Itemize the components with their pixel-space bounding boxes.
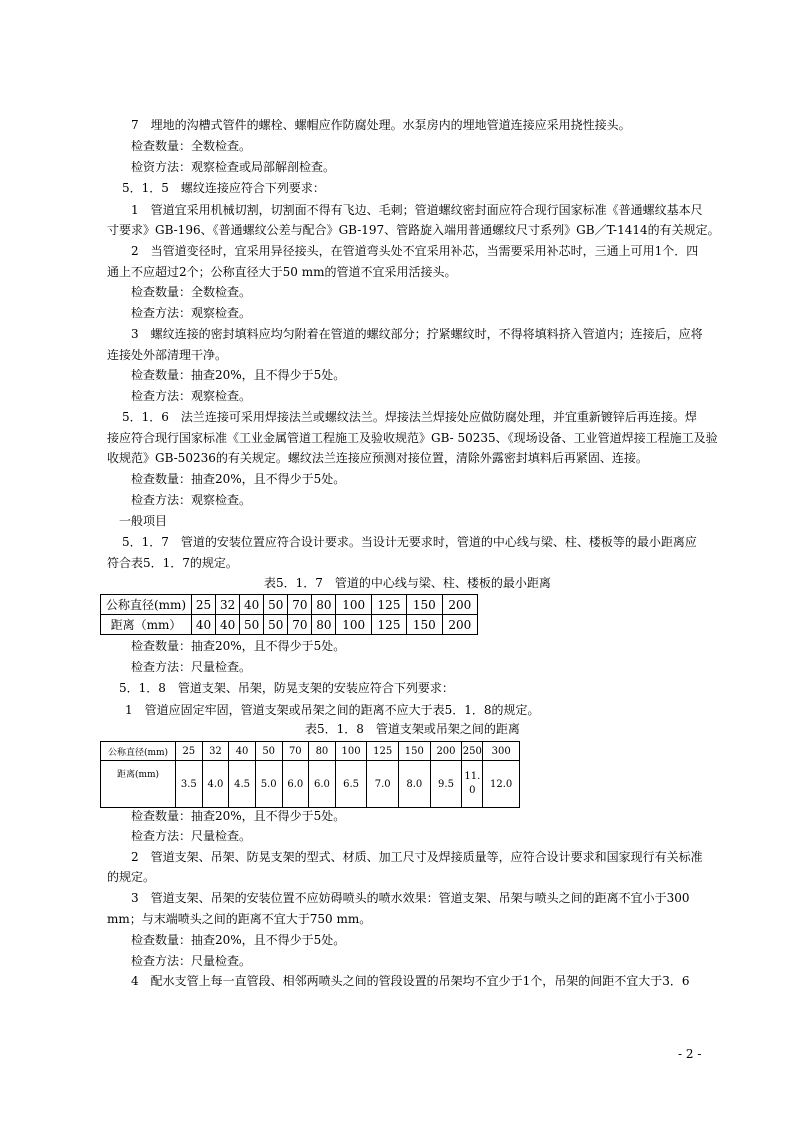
text-line: 连接处外部清理干净。: [107, 348, 228, 362]
table-cell: 11.0: [462, 761, 483, 808]
section-heading: 5．1．6 法兰连接可采用焊接法兰或螺纹法兰。焊接法兰焊接处应做防腐处理，并宜重新镀锌后再连接。焊: [122, 410, 697, 424]
table-cell: 3.5: [176, 761, 203, 808]
text-line: 7 埋地的沟槽式管件的螺栓、螺帽应作防腐处理。水泵房内的埋地管道连接应采用挠性接头。: [131, 118, 631, 132]
text-line: 检查数量：抽查20%，且不得少于5处。: [131, 368, 346, 382]
text-line: 检查数量：全数检查。: [131, 139, 252, 153]
table-cell: 300: [483, 742, 520, 761]
text-line: 检查数量：抽查20%，且不得少于5处。: [131, 809, 346, 823]
section-heading: 5．1．8 管道支架、吊架，防晃支架的安装应符合下列要求：: [119, 681, 454, 695]
table-cell: 12.0: [483, 761, 520, 808]
text-line: 检查数量：抽查20%，且不得少于5处。: [131, 639, 346, 653]
table-cell: 40: [192, 615, 216, 635]
table-cell: 250: [462, 742, 483, 761]
text-line: 3 螺纹连接的密封填料应均匀附着在管道的螺纹部分；拧紧螺纹时，不得将填料挤入管道内；连接后，应将: [131, 327, 703, 341]
table-cell: 80: [312, 615, 336, 635]
text-line: 检查方法：尺量检查。: [131, 954, 252, 968]
table-cell: 80: [312, 595, 336, 615]
support-spacing-table: [100, 741, 520, 808]
table-cell: 6.5: [335, 761, 367, 808]
text-line: 2 当管道变径时，宜采用异径接头，在管道弯头处不宜采用补芯，当需要采用补芯时，三通上可用1个．四: [131, 244, 699, 258]
table-header-cell: 公称直径(mm): [101, 595, 192, 615]
table-cell: 125: [371, 615, 406, 635]
table-cell: 150: [407, 595, 442, 615]
text-line: 2 管道支架、吊架、防晃支架的型式、材质、加工尺寸及焊接质量等，应符合设计要求和国家现行有关标准: [131, 850, 703, 864]
section-heading: 5．1．7 管道的安装位置应符合设计要求。当设计无要求时，管道的中心线与梁、柱、楼板等的最小距离应: [122, 535, 697, 549]
text-line: 检查方法：观察检查。: [131, 493, 252, 507]
table-cell: 7.0: [367, 761, 399, 808]
table-cell: 25: [176, 742, 203, 761]
table-cell: 70: [288, 615, 312, 635]
table-cell: 6.0: [309, 761, 336, 808]
text-line: 接应符合现行国家标准《工业金属管道工程施工及验收规范》GB- 50235、《现场设备、工业管道焊接工程施工及验: [107, 431, 718, 445]
table-cell: 70: [282, 742, 309, 761]
text-line: 检查方法：观察检查。: [131, 306, 252, 320]
table-cell: 4.5: [229, 761, 256, 808]
table-cell: 40: [216, 615, 240, 635]
table-caption: 表5．1．8 管道支架或吊架之间的距离: [305, 722, 520, 736]
table-cell: 50: [264, 595, 288, 615]
table-header-cell: 公称直径(mm): [101, 742, 176, 761]
text-line: 1 管道应固定牢固，管道支架或吊架之间的距离不应大于表5．1．8的规定。: [125, 703, 540, 717]
table-cell: 8.0: [399, 761, 431, 808]
table-cell: 9.5: [430, 761, 462, 808]
text-line: 的规定。: [107, 870, 156, 884]
text-line: 1 管道宜采用机械切割，切割面不得有飞边、毛刺；管道螺纹密封面应符合现行国家标准《普通螺纹基本尺: [131, 203, 703, 217]
text-line: 通上不应超过2个；公称直径大于50 mm的管道不宜采用活接头。: [107, 265, 457, 279]
table-cell: 100: [336, 595, 371, 615]
page-number: - 2 -: [678, 1047, 702, 1061]
table-cell: 40: [229, 742, 256, 761]
table-cell: 125: [367, 742, 399, 761]
table-cell: 200: [442, 615, 477, 635]
table-cell: 200: [430, 742, 462, 761]
table-caption: 表5．1．7 管道的中心线与梁、柱、楼板的最小距离: [264, 576, 551, 590]
text-line: 4 配水支管上每一直管段、相邻两喷头之间的管段设置的吊架均不宜少于1个，吊架的间距不宜大于3．6: [131, 974, 690, 988]
table-cell: 150: [399, 742, 431, 761]
text-line: 符合表5．1．7的规定。: [107, 556, 238, 570]
table-cell: 32: [216, 595, 240, 615]
table-cell: 50: [255, 742, 282, 761]
text-line: 检查数量：抽查20%，且不得少于5处。: [131, 933, 346, 947]
text-line: 检查数量：全数检查。: [131, 285, 252, 299]
table-header-cell: 距离（mm）: [101, 615, 192, 635]
table-cell: 125: [371, 595, 406, 615]
table-cell: 50: [240, 615, 264, 635]
text-line: 3 管道支架、吊架的安装位置不应妨碍喷头的喷水效果：管道支架、吊架与喷头之间的距离不宜小于300: [131, 891, 690, 905]
pipe-distance-table: [100, 594, 478, 635]
table-cell: 100: [336, 615, 371, 635]
table-cell: 150: [407, 615, 442, 635]
table-header-cell: 距离(mm): [101, 761, 176, 808]
table-cell: 32: [202, 742, 229, 761]
text-line: 寸要求》GB-196、《普通螺纹公差与配合》GB-197、管路旋入端用普通螺纹尺寸系列》GB／T-1414的有关规定。: [107, 223, 720, 237]
text-line: 收规范》GB-50236的有关规定。螺纹法兰连接应预测对接位置，清除外露密封填料后再紧固、连接。: [107, 451, 648, 465]
table-cell: 100: [335, 742, 367, 761]
table-cell: 4.0: [202, 761, 229, 808]
table-cell: 200: [442, 595, 477, 615]
text-line: 检资方法：观察检查或局部解剖检查。: [131, 160, 336, 174]
text-line: mm；与末端喷头之间的距离不宜大于750 mm。: [107, 912, 372, 926]
section-heading: 一般项目: [119, 514, 168, 528]
text-line: 检查数量：抽查20%，且不得少于5处。: [131, 472, 346, 486]
text-line: 检查方法：尺量检查。: [131, 829, 252, 843]
table-cell: 25: [192, 595, 216, 615]
table-cell: 6.0: [282, 761, 309, 808]
section-heading: 5．1．5 螺纹连接应符合下列要求：: [122, 181, 325, 195]
table-cell: 70: [288, 595, 312, 615]
text-line: 检查方法：尺量检查。: [131, 660, 252, 674]
table-cell: 40: [240, 595, 264, 615]
table-cell: 50: [264, 615, 288, 635]
table-cell: 80: [309, 742, 336, 761]
text-line: 检查方法：观察检查。: [131, 389, 252, 403]
table-cell: 5.0: [255, 761, 282, 808]
